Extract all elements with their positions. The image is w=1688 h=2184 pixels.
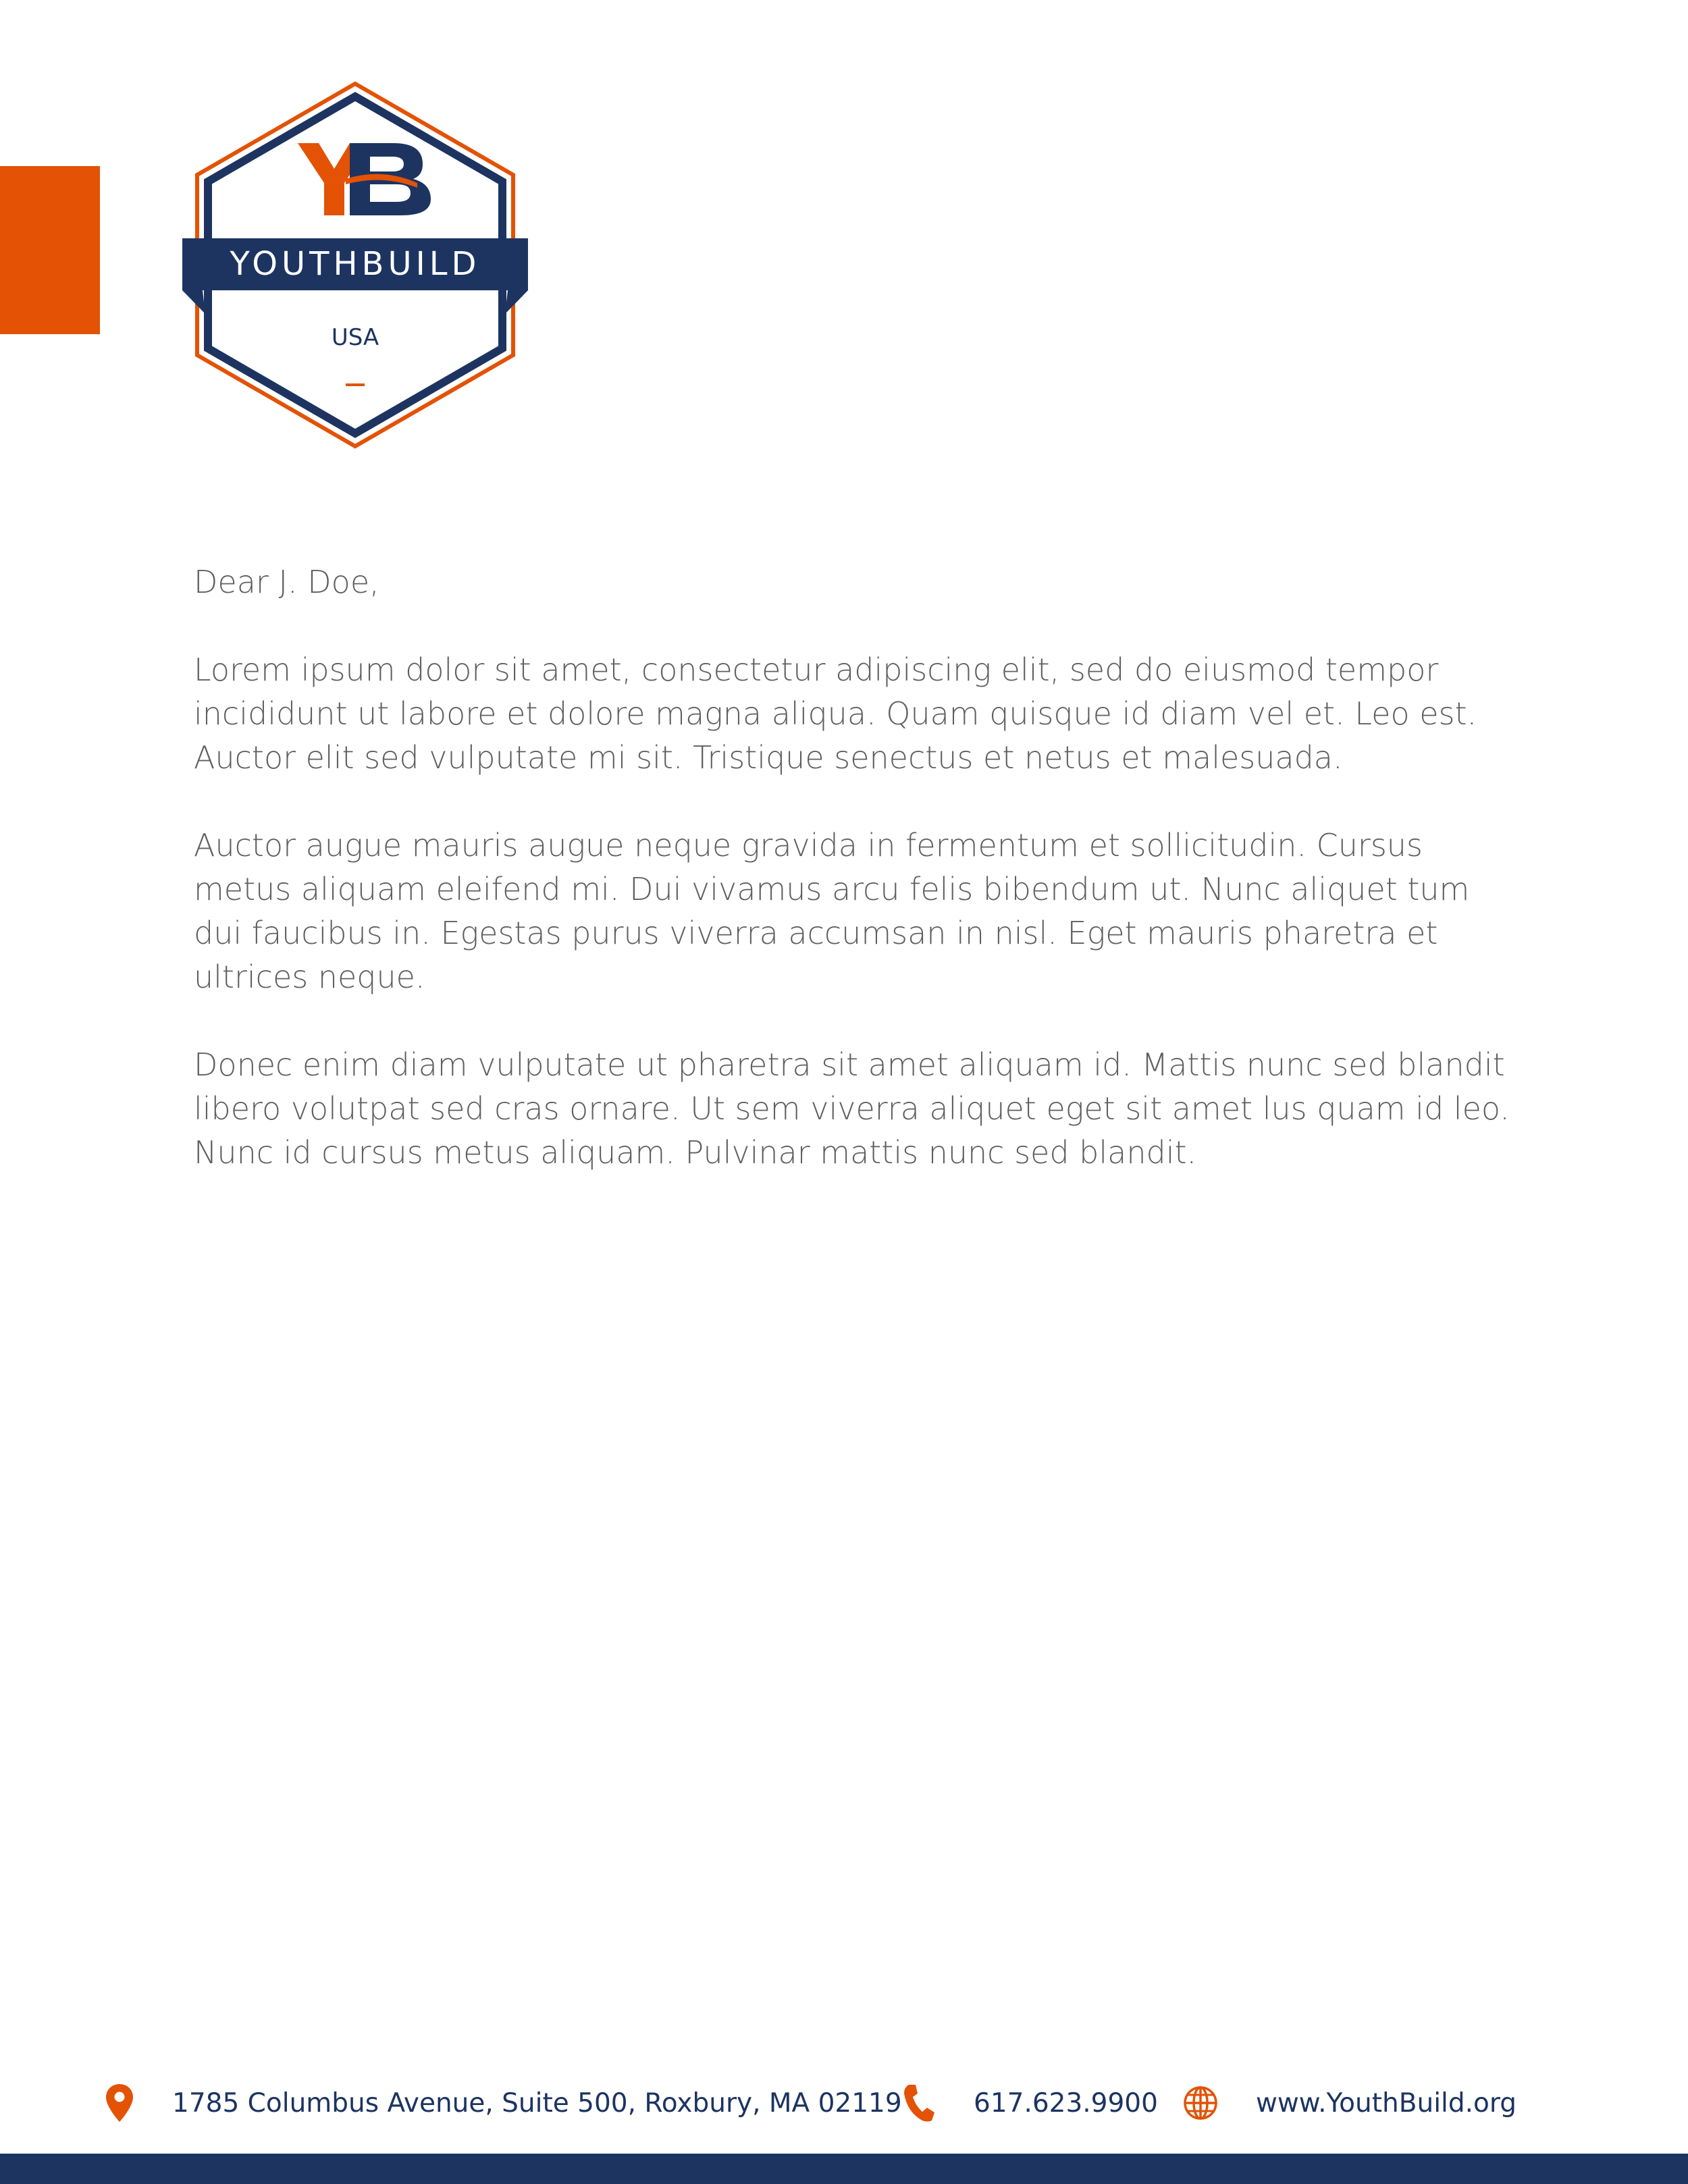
globe-icon [1183, 2085, 1218, 2121]
letter-paragraph-3: Donec enim diam vulputate ut pharetra sit amet aliquam id. Mattis nunc sed blandit libero volutpat sed cras ornare. Ut sem viverra aliquet eget sit amet lus quam id leo. Nunc id cursus metus aliquam. Pulvinar mattis nunc sed blandit. [194, 1046, 1510, 1171]
phone-icon [902, 2083, 936, 2123]
letter-greeting: Dear J. Doe, [194, 564, 379, 600]
footer-bottom-bar [0, 2154, 1688, 2184]
website-text: www.YouthBuild.org [1256, 2087, 1517, 2119]
address-text: 1785 Columbus Avenue, Suite 500, Roxbury, MA 02119 [172, 2087, 902, 2119]
letterhead-footer [0, 2079, 1688, 2127]
letter-body [194, 560, 1517, 1219]
accent-side-tab [0, 166, 100, 334]
phone-text: 617.623.9900 [974, 2087, 1158, 2119]
footer-address [105, 2079, 902, 2127]
youthbuild-logo [180, 81, 531, 449]
footer-phone [902, 2079, 1158, 2127]
yb-monogram [298, 143, 431, 215]
footer-website [1183, 2079, 1516, 2127]
map-pin-icon [105, 2083, 134, 2123]
letter-paragraph-2: Auctor augue mauris augue neque gravida in fermentum et sollicitudin. Cursus metus aliquam eleifend mi. Dui vivamus arcu felis bibendum ut. Nunc aliquet tum dui faucibus in. Egestas purus viverra accumsan in nisl. Eget mauris pharetra et ultrices neque. [194, 827, 1470, 995]
letter-paragraph-1: Lorem ipsum dolor sit amet, consectetur adipiscing elit, sed do eiusmod tempor incididunt ut labore et dolore magna aliqua. Quam quisque id diam vel et. Leo est. Auctor elit sed vulputate mi sit. Tristique senectus et netus et malesuada. [194, 651, 1477, 776]
logo-wordmark: YOUTHBUILD [230, 245, 481, 283]
logo-subtitle: USA [331, 324, 379, 351]
